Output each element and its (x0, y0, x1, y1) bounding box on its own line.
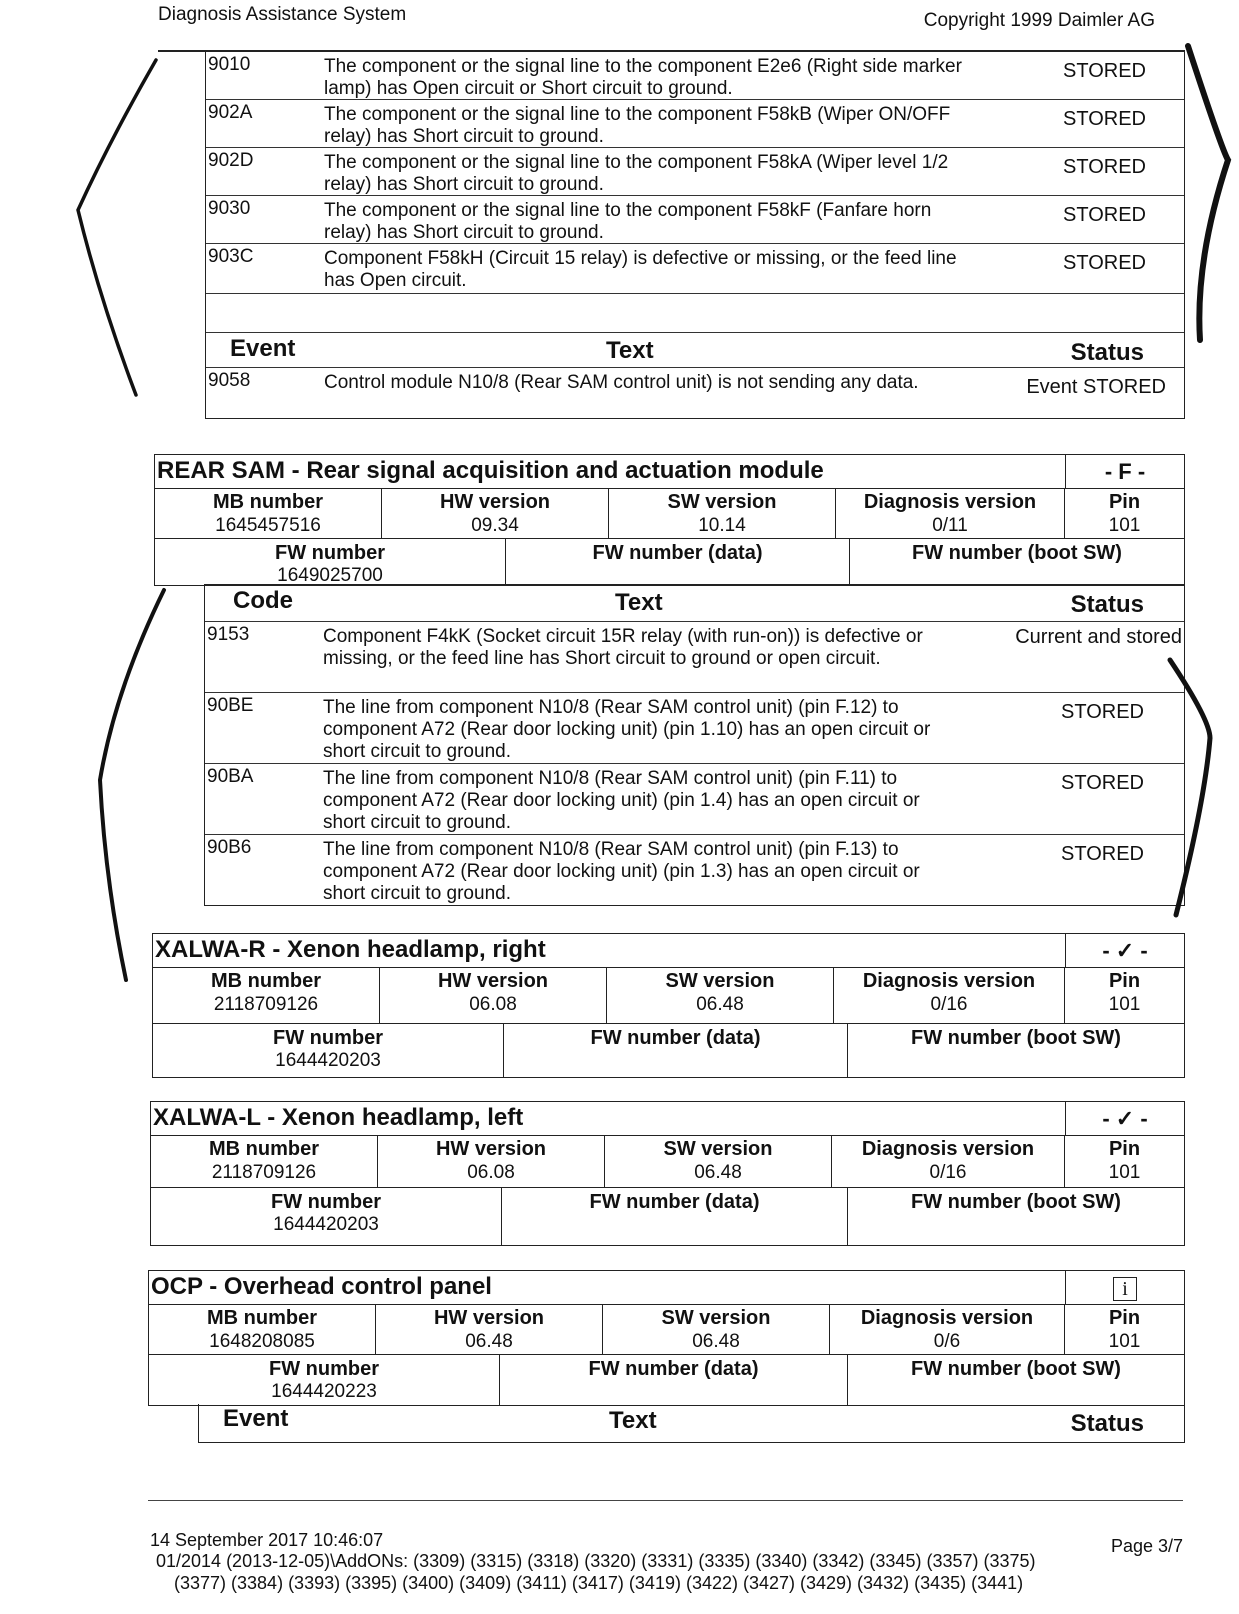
status-column-header: Status (1070, 591, 1144, 618)
status-column-header: Status (1070, 339, 1144, 366)
control-unit-title: XALWA-R - Xenon headlamp, right (155, 936, 546, 963)
fault-code: 902A (208, 102, 253, 123)
event-column-header: Event (230, 335, 296, 362)
fw-data-label: FW number (data) (589, 1191, 760, 1213)
fw-number-label: FW number (275, 542, 385, 564)
print-datetime: 14 September 2017 10:46:07 (150, 1530, 384, 1550)
hw-version-label: HW version (437, 970, 549, 992)
status-flag: - ✓ - (1065, 934, 1184, 968)
hw-version-label: HW version (433, 1307, 545, 1329)
diagnosis-version-value: 0/11 (932, 515, 968, 536)
pin-label: Pin (1108, 1307, 1141, 1329)
text-column-header: Text (609, 1407, 657, 1434)
event-status: Event STORED (1026, 376, 1166, 398)
fw-number-value: 1644420223 (271, 1381, 377, 1402)
mb-number-label: MB number (211, 970, 321, 992)
diagnosis-version-value: 0/6 (933, 1331, 961, 1352)
diagnosis-version-label: Diagnosis version (861, 1138, 1035, 1160)
fault-status: STORED (1061, 843, 1144, 865)
pin-value: 101 (1108, 994, 1141, 1015)
code-column-header: Code (233, 587, 293, 614)
pin-label: Pin (1108, 970, 1141, 992)
mb-number-value: 1645457516 (215, 515, 321, 536)
fault-code: 90B6 (207, 837, 252, 858)
sw-version-label: SW version (665, 970, 775, 992)
left-bracket-top (78, 60, 156, 395)
fault-status: Current and stored (1015, 626, 1182, 648)
diagnosis-version-label: Diagnosis version (862, 970, 1036, 992)
left-bracket-bottom (100, 590, 164, 980)
status-flag: - F - (1065, 455, 1184, 489)
addons-line-1: 01/2014 (2013-12-05)\AddONs: (3309) (3315) (3318) (3320) (3331) (3335) (3340) (3342) (3345) (3357) (3375) (156, 1551, 1036, 1571)
mb-number-value: 2118709126 (213, 994, 319, 1015)
fault-text: The line from component N10/8 (Rear SAM control unit) (pin F.11) to component A72 (Rear door locking unit) (pin 1.4) has an open circuit or short circuit to ground. (323, 768, 920, 833)
fault-text: The line from component N10/8 (Rear SAM control unit) (pin F.13) to component A72 (Rear door locking unit) (pin 1.3) has an open circuit or short circuit to ground. (323, 839, 920, 904)
fw-boot-label: FW number (boot SW) (911, 1191, 1121, 1213)
pin-label: Pin (1108, 1138, 1141, 1160)
header-copyright: Copyright 1999 Daimler AG (923, 10, 1155, 31)
fault-text: The component or the signal line to the component E2e6 (Right side marker lamp) has Open circuit or Short circuit to ground. (324, 56, 962, 99)
control-unit-title: XALWA-L - Xenon headlamp, left (153, 1104, 524, 1131)
fault-status: STORED (1063, 60, 1146, 82)
fault-status: STORED (1063, 156, 1146, 178)
fw-boot-label: FW number (boot SW) (911, 1358, 1121, 1380)
fw-data-label: FW number (data) (592, 542, 763, 564)
hw-version-label: HW version (439, 491, 551, 513)
fault-status: STORED (1063, 252, 1146, 274)
diagnosis-version-value: 0/16 (930, 994, 968, 1015)
page-number: Page 3/7 (1110, 1536, 1183, 1556)
hw-version-value: 06.08 (469, 994, 517, 1015)
hw-version-value: 09.34 (471, 515, 519, 536)
fault-code: 9153 (207, 624, 250, 645)
control-unit-title: OCP - Overhead control panel (151, 1273, 492, 1300)
hw-version-value: 06.48 (465, 1331, 513, 1352)
status-column-header: Status (1070, 1410, 1144, 1437)
right-bracket-top (1188, 46, 1228, 340)
mb-number-label: MB number (213, 491, 323, 513)
fault-code: 90BE (207, 695, 254, 716)
fw-number-value: 1644420203 (273, 1214, 379, 1235)
sw-version-label: SW version (667, 491, 777, 513)
fw-data-label: FW number (data) (588, 1358, 759, 1380)
event-column-header: Event (223, 1405, 289, 1432)
text-column-header: Text (606, 337, 654, 364)
sw-version-label: SW version (663, 1138, 773, 1160)
pin-value: 101 (1108, 1331, 1141, 1352)
sw-version-value: 06.48 (692, 1331, 740, 1352)
fault-status: STORED (1061, 701, 1144, 723)
sw-version-value: 06.48 (696, 994, 744, 1015)
mb-number-label: MB number (209, 1138, 319, 1160)
sw-version-value: 10.14 (698, 515, 746, 536)
fault-text: The component or the signal line to the component F58kF (Fanfare horn relay) has Short circuit to ground. (324, 200, 932, 243)
fault-code: 9030 (208, 198, 251, 219)
mb-number-label: MB number (207, 1307, 317, 1329)
mb-number-value: 1648208085 (209, 1331, 315, 1352)
fault-text: Component F58kH (Circuit 15 relay) is defective or missing, or the feed line has Open circuit. (324, 248, 957, 291)
fault-text: The line from component N10/8 (Rear SAM control unit) (pin F.12) to component A72 (Rear door locking unit) (pin 1.10) has an open circuit or short circuit to ground. (323, 697, 931, 762)
mb-number-value: 2118709126 (211, 1162, 317, 1183)
text-column-header: Text (615, 589, 663, 616)
event-code: 9058 (208, 370, 251, 391)
diagnosis-version-label: Diagnosis version (863, 491, 1037, 513)
fw-number-label: FW number (273, 1027, 383, 1049)
right-bracket-bottom (1170, 660, 1210, 915)
fw-boot-label: FW number (boot SW) (912, 542, 1122, 564)
fault-text: Component F4kK (Socket circuit 15R relay (with run-on)) is defective or missing, or the feed line has Short circuit to ground or open circuit. (323, 626, 923, 669)
fault-code: 90BA (207, 766, 254, 787)
fault-text: The component or the signal line to the component F58kA (Wiper level 1/2 relay) has Short circuit to ground. (324, 152, 949, 195)
event-text: Control module N10/8 (Rear SAM control unit) is not sending any data. (324, 372, 919, 393)
fw-number-value: 1644420203 (275, 1050, 381, 1071)
fw-data-label: FW number (data) (590, 1027, 761, 1049)
fw-number-label: FW number (271, 1191, 381, 1213)
sw-version-value: 06.48 (694, 1162, 742, 1183)
fault-code: 903C (208, 246, 254, 267)
status-flag: - ✓ - (1065, 1102, 1184, 1136)
info-icon: i (1113, 1277, 1137, 1301)
fault-text: The component or the signal line to the component F58kB (Wiper ON/OFF relay) has Short circuit to ground. (324, 104, 951, 147)
fault-status: STORED (1061, 772, 1144, 794)
header-app-name: Diagnosis Assistance System (158, 4, 407, 25)
hw-version-value: 06.08 (467, 1162, 515, 1183)
pin-value: 101 (1108, 1162, 1141, 1183)
fault-code: 902D (208, 150, 254, 171)
fw-number-value: 1649025700 (277, 565, 383, 586)
fault-status: STORED (1063, 204, 1146, 226)
diagnosis-version-label: Diagnosis version (860, 1307, 1034, 1329)
addons-line-2: (3377) (3384) (3393) (3395) (3400) (3409) (3411) (3417) (3419) (3422) (3427) (3429) (3432) (3435) (3441) (174, 1573, 1024, 1593)
hw-version-label: HW version (435, 1138, 547, 1160)
pin-label: Pin (1108, 491, 1141, 513)
fault-status: STORED (1063, 108, 1146, 130)
fw-boot-label: FW number (boot SW) (911, 1027, 1121, 1049)
pin-value: 101 (1108, 515, 1141, 536)
fw-number-label: FW number (269, 1358, 379, 1380)
diagnosis-version-value: 0/16 (929, 1162, 967, 1183)
fault-code: 9010 (208, 54, 251, 75)
sw-version-label: SW version (661, 1307, 771, 1329)
control-unit-title: REAR SAM - Rear signal acquisition and actuation module (157, 457, 824, 484)
